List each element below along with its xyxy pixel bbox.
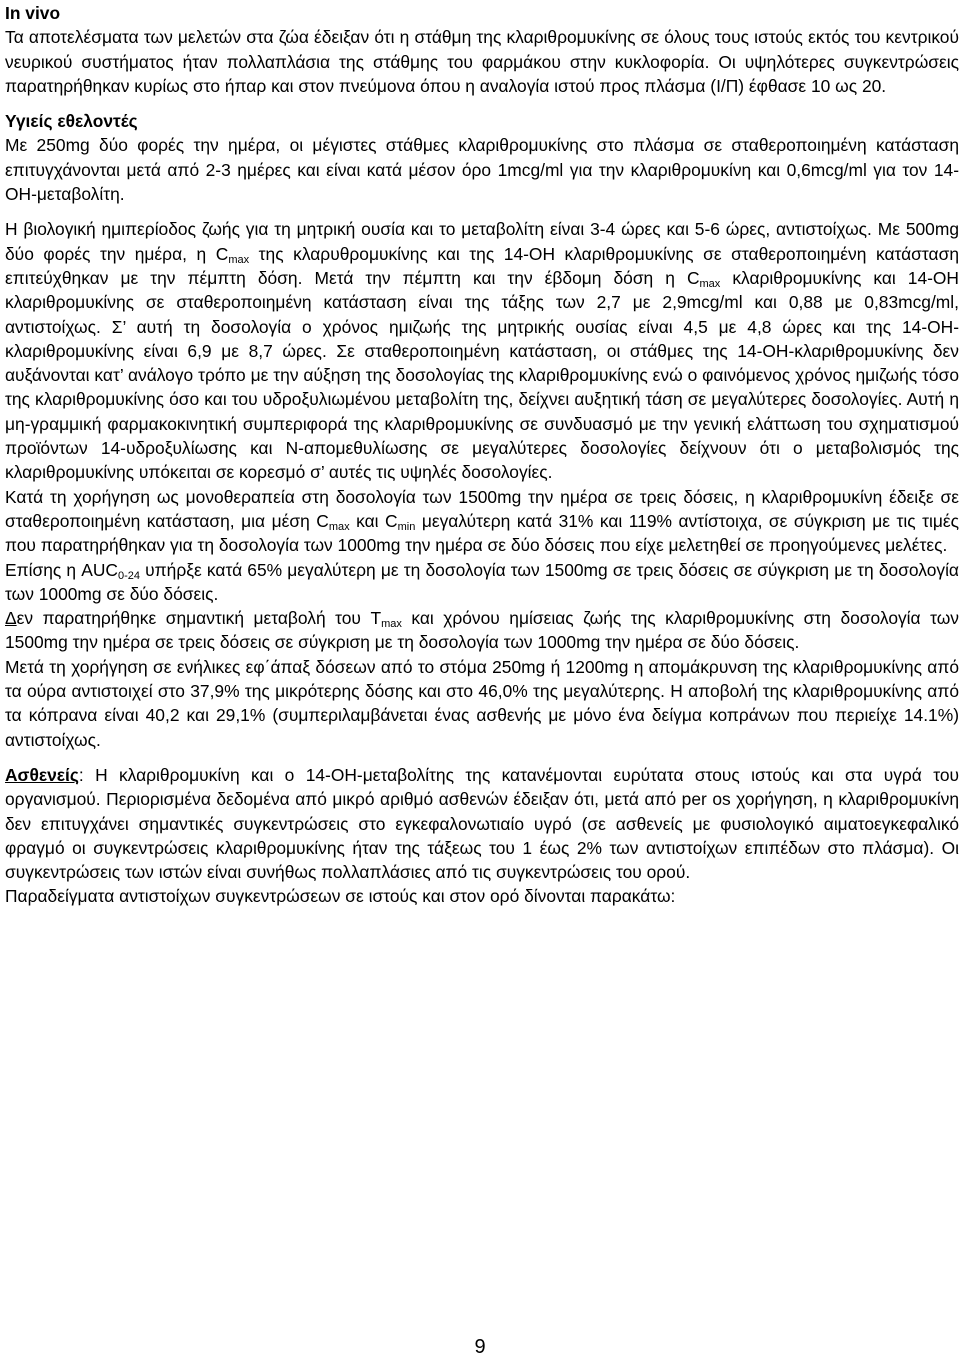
paragraph-patients: [5, 763, 959, 884]
section-heading-in-vivo: In vivo: [5, 3, 61, 23]
paragraph-monotherapy: [5, 485, 959, 558]
underlined-initial: Δ: [5, 608, 17, 629]
text-run: και χρόνου ημίσειας ζωής της κλαριθρομυκίνης στη δοσολογία των 1500mg την ημέρα σε τρεις δόσεις σε σύγκριση με τη δοσολογία των 1000mg την ημέρα σε δύο δόσεις.: [5, 608, 959, 653]
paragraph-half-life: [5, 217, 959, 484]
paragraph-examples: Παραδείγματα αντιστοίχων συγκεντρώσεων σε ιστούς και στον ορό δίνονται παρακάτω:: [5, 886, 676, 907]
subscript-max: max: [381, 618, 402, 631]
paragraph-excretion: Μετά τη χορήγηση σε ενήλικες εφ΄άπαξ δόσεων από το στόμα 250mg ή 1200mg η απομάκρυνση της κλαριθρομυκίνης από τα ούρα αντιστοιχεί στο 37,9% της μικρότερης δόσης και στο 46,0% της μεγαλύτερης. Η αποβολή της κλαριθρομυκίνης από τα κόπρανα είναι 40,2 και 29,1% (συμπεριλαμβάνεται ένας ασθενής με μόνο ένα δείγμα κοπράνων που περιείχε 14.1%) αντιστοίχως.: [5, 656, 959, 750]
subscript-min: min: [397, 520, 416, 533]
paragraph-in-vivo: Τα αποτελέσματα των μελετών στα ζώα έδειξαν ότι η στάθμη της κλαριθρομυκίνης σε όλους τους ιστούς εκτός του κεντρικού νευρικού συστήματος ήταν πολλαπλάσια της στάθμης του φαρμάκου στην κυκλοφορία. Οι υψηλότερες συγκεντρώσεις παρατηρήθηκαν κυρίως στο ήπαρ και στον πνεύμονα όπου η αναλογία ιστού προς πλάσμα (Ι/Π) έφθασε 10 ως 20.: [5, 27, 959, 96]
text-run: εν παρατηρήθηκε σημαντική μεταβολή του T: [16, 608, 382, 629]
subscript-max: max: [699, 277, 721, 290]
paragraph-auc: [5, 558, 959, 607]
text-run: υπήρξε κατά 65% μεγαλύτερη με τη δοσολογία των 1500mg σε τρεις δόσεις σε σύγκριση με τη δοσολογία των 1000mg σε δύο δόσεις.: [5, 559, 959, 604]
text-run: και C: [349, 510, 398, 531]
page-number: 9: [474, 1336, 486, 1358]
subscript-max: max: [228, 253, 250, 266]
label-patients: Ασθενείς: [5, 764, 79, 785]
section-heading-healthy-volunteers: Υγιείς εθελοντές: [5, 111, 138, 132]
text-run: μεγαλύτερη κατά 31% και 119% αντίστοιχα, σε σύγκριση με τις τιμές που παρατηρήθηκαν για τη δοσολογία των 1000mg την ημέρα σε δύο δόσεις που είχε μελετηθεί σε προηγούμενες μελέτες.: [5, 510, 960, 556]
paragraph-healthy-dosing: Με 250mg δύο φορές την ημέρα, οι μέγιστες στάθμες κλαριθρομυκίνης στο πλάσμα σε σταθεροποιημένη κατάσταση επιτυγχάνονται μετά από 2-3 ημέρες και είναι κατά μέσον όρο 1mcg/ml για την κλαριθρομυκίνη και 0,6mcg/ml για τον 14-ΟΗ-μεταβολίτη.: [5, 135, 959, 205]
paragraph-tmax: [5, 606, 959, 655]
document-body: [5, 1, 959, 909]
text-run: : Η κλαριθρομυκίνη και ο 14-ΟΗ-μεταβολίτης της κατανέμονται ευρύτατα στους ιστούς και στα υγρά του οργανισμού. Περιορισμένα δεδομένα από μικρό αριθμό ασθενών έδειξαν ότι, μετά από per os χορήγηση, η κλαριθρομυκίνη δεν επιτυγχάνει σημαντικές συγκεντρώσεις στο εγκεφαλονωτιαίο υγρό (σε ασθενείς με φυσιολογικό αιματοεγκεφαλικό φραγμό οι συγκεντρώσεις κλαριθρομυκίνης ήταν της τάξεως του 1 έως 2% των αντιστοίχων επιπέδων στο πλάσμα). Οι συγκεντρώσεις των ιστών είναι συνήθως πολλαπλάσιες από τις συγκεντρώσεις του ορού.: [5, 764, 959, 883]
subscript-0-24: 0-24: [117, 569, 140, 582]
text-run: Κατά τη χορήγηση ως μονοθεραπεία στη δοσολογία των 1500mg την ημέρα σε τρεις δόσεις, η κλαριθρομυκίνη έδειξε σε σταθεροποιημένη κατάσταση, μια μέση C: [5, 486, 959, 531]
text-run: κλαριθρομυκίνης και 14-ΟΗ κλαριθρομυκίνης σε σταθεροποιημένη κατάσταση είναι της τάξης των 2,7 με 2,9mcg/ml και 0,88 με 0,83mcg/ml, αντιστοίχως. Σ’ αυτή τη δοσολογία ο χρόνος ημιζωής της μητρικής ουσίας είναι 4,5 με 4,8 ώρες και της 14-ΟΗ-κλαριθρομυκίνης είναι 6,9 με 8,7 ώρες. Σε σταθεροποιημένη κατάσταση, οι στάθμες της 14-ΟΗ-κλαριθρομυκίνης δεν αυξάνονται κατ’ ανάλογο τρόπο με την αύξηση της δοσολογίας της κλαριθρομυκίνης ενώ ο φαινόμενος χρόνος ημιζωής τόσο της κλαριθρομυκίνης όσο και του υδροξυλιωμένου μεταβολίτη της, δείχνει αυξητική τάση σε μεγαλύτερες δοσολογίες. Αυτή η μη-γραμμική φαρμακοκινητική συμπεριφορά της κλαριθρομυκίνης σε συνδυασμό με την γενική ελάττωση του σχηματισμού προϊόντων 14-υδροξυλίωσης και Ν-απομεθυλίωσης σε μεγαλύτερες δοσολογίες δείχνουν ότι ο μεταβολισμός της κλαριθρομυκίνης υπόκειται σε κορεσμό σ’ αυτές τις υψηλές δοσολογίες.: [5, 267, 959, 483]
text-run: της κλαρυθρομυκίνης και της 14-ΟΗ κλαριθρομυκίνης σε σταθεροποιημένη κατάσταση επιτεύχθηκαν με την πέμπτη δόση. Μετά την πέμπτη και την έβδομη δόση η C: [5, 243, 960, 288]
subscript-max: max: [328, 520, 350, 533]
text-run: Η βιολογική ημιπερίοδος ζωής για τη μητρική ουσία και το μεταβολίτη είναι 3-4 ώρες και 5-6 ώρες, αντιστοίχως. Με 500mg δύο φορές την ημέρα, η C: [5, 219, 959, 264]
text-run: Επίσης η AUC: [5, 559, 118, 580]
